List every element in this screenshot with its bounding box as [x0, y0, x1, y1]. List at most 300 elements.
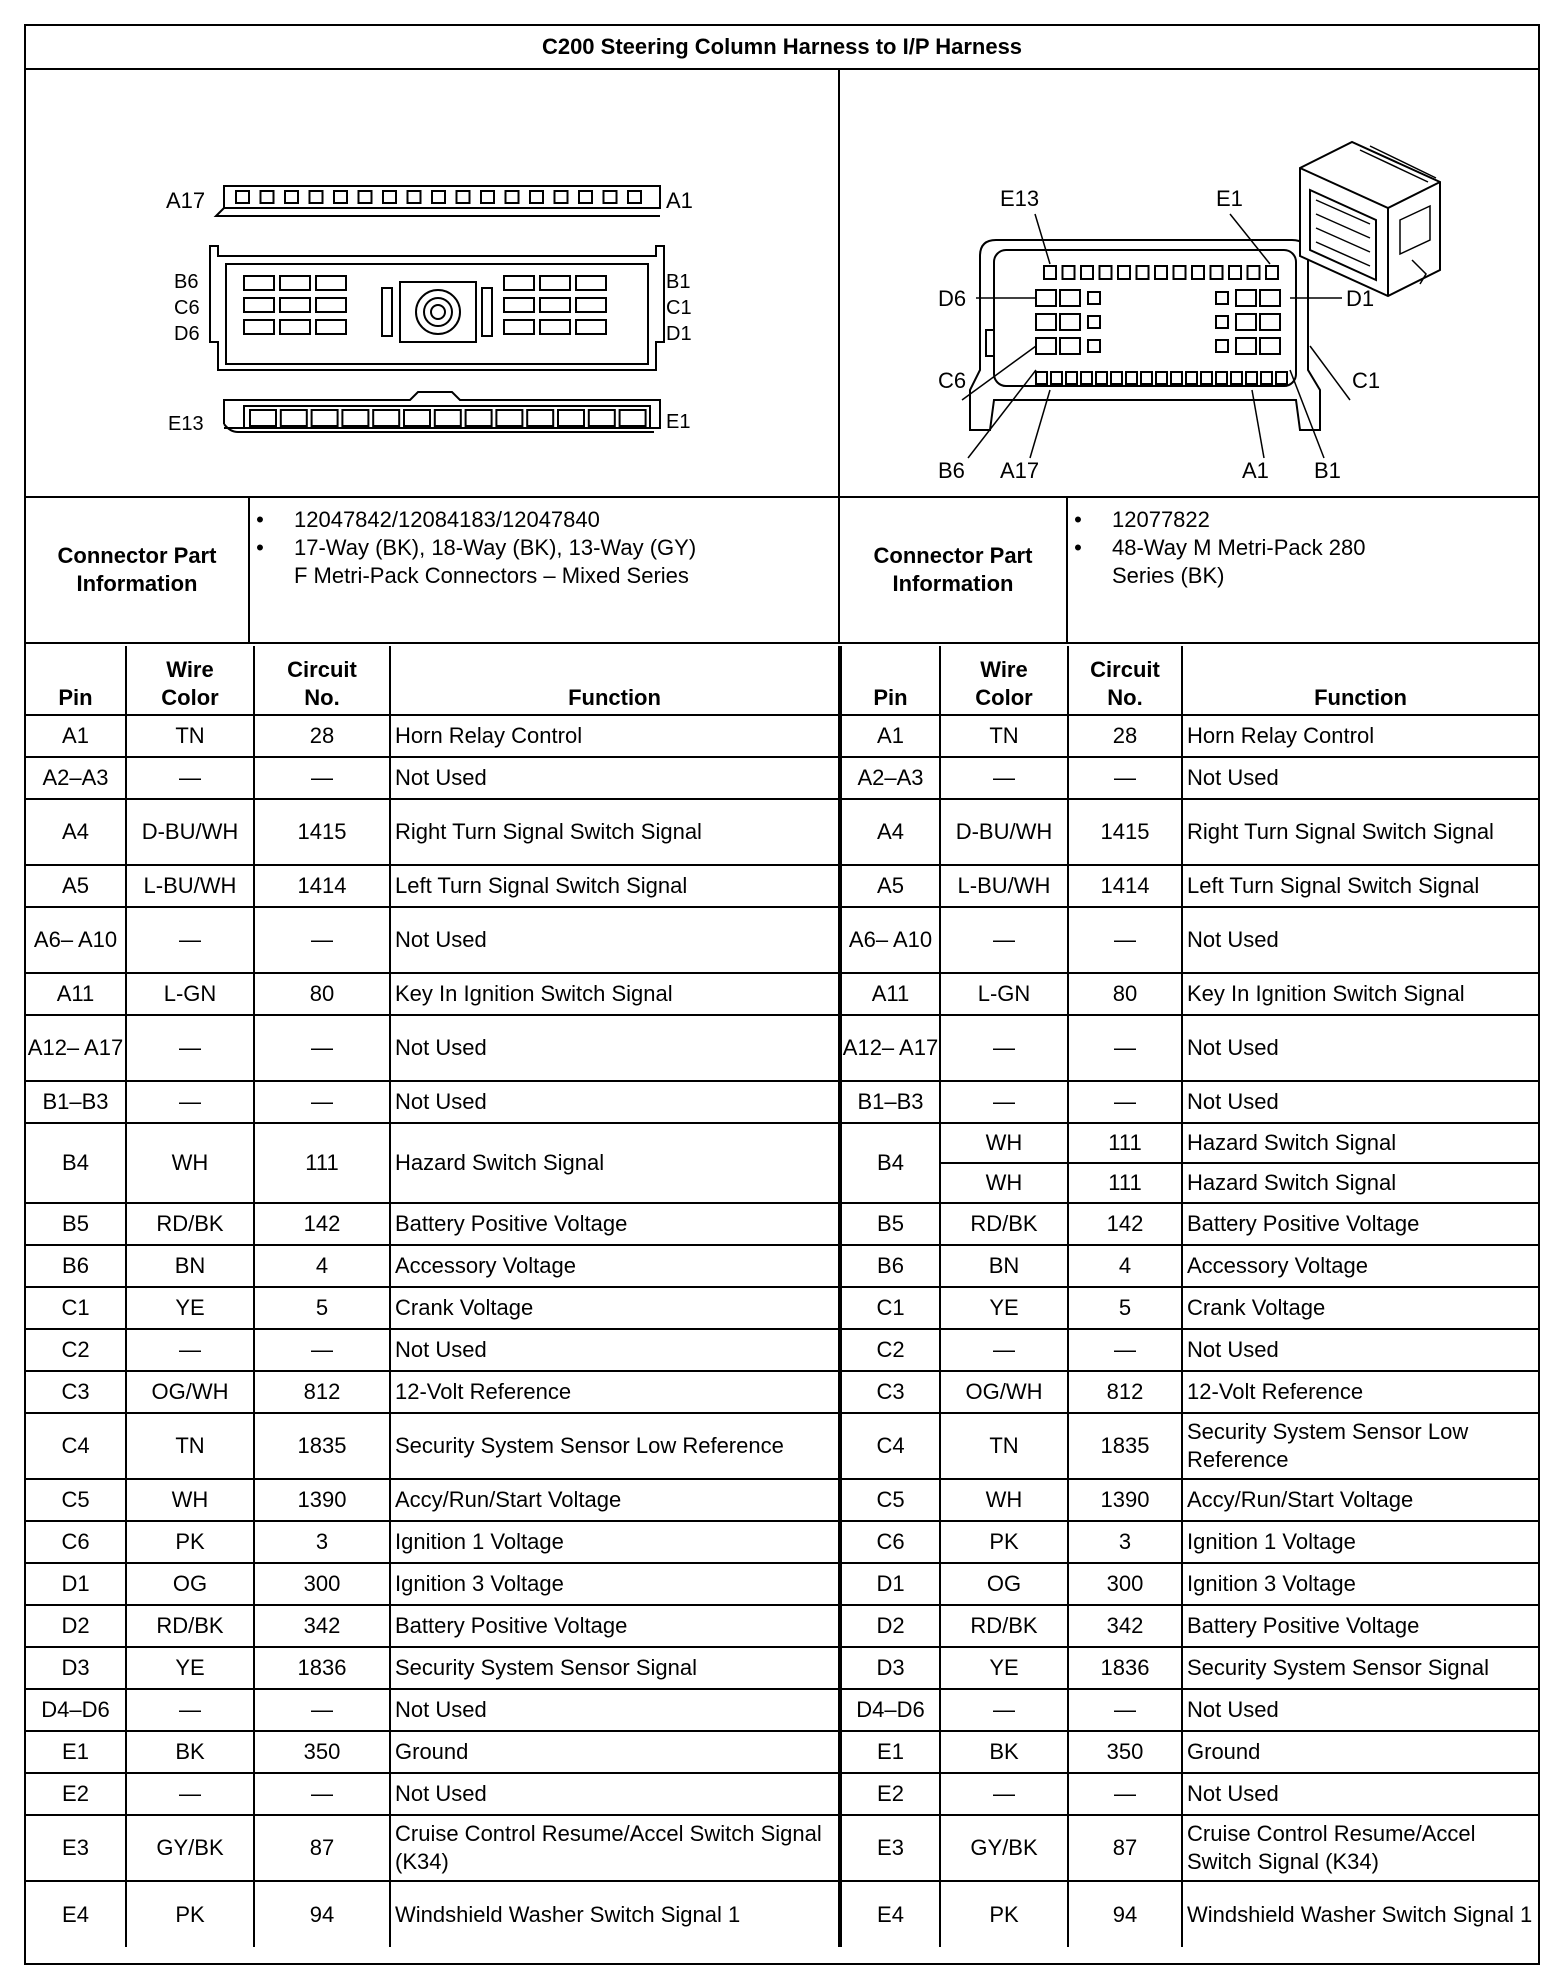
right-pin-cell: A12– A17 — [840, 1015, 940, 1081]
left-pin-cell: D4–D6 — [26, 1689, 126, 1731]
left-circuit-cell: 28 — [254, 715, 390, 757]
right-circuit-cell: 142 — [1068, 1203, 1182, 1245]
right-info-description: • 48-Way M Metri-Pack 280 Series (BK) — [1112, 534, 1538, 590]
connector-diagrams — [26, 70, 1538, 498]
terminal-cavity — [555, 191, 568, 203]
right-info-list — [1068, 498, 1538, 642]
right-pin-cell: D2 — [840, 1605, 940, 1647]
left-function-cell: Ground — [390, 1731, 840, 1773]
terminal-cavity — [1229, 266, 1241, 279]
terminal-cavity — [1211, 266, 1223, 279]
right-function-cell: Ground — [1182, 1731, 1538, 1773]
left-wire-cell: PK — [126, 1521, 254, 1563]
right-wire-cell: L-GN — [940, 973, 1068, 1015]
right-function-cell: Not Used — [1182, 1773, 1538, 1815]
right-function-cell: 12-Volt Reference — [1182, 1371, 1538, 1413]
header-function: Function — [1182, 646, 1538, 715]
left-connector-diagram — [26, 70, 840, 496]
left-circuit-cell: 1836 — [254, 1647, 390, 1689]
left-pin-cell: C6 — [26, 1521, 126, 1563]
terminal-cavity — [1174, 266, 1186, 279]
left-wire-cell: — — [126, 1329, 254, 1371]
right-circuit-cell: 350 — [1068, 1731, 1182, 1773]
left-function-cell: Not Used — [390, 1329, 840, 1371]
right-circuit-cell: 1414 — [1068, 865, 1182, 907]
terminal-cavity — [527, 410, 553, 426]
left-circuit-cell: — — [254, 1015, 390, 1081]
right-pin-cell: C2 — [840, 1329, 940, 1371]
right-label-e1: E1 — [1216, 186, 1243, 211]
terminal-cavity — [435, 410, 461, 426]
left-pin-cell: A12– A17 — [26, 1015, 126, 1081]
right-circuit-cell: — — [1068, 1329, 1182, 1371]
right-pin-cell: C3 — [840, 1371, 940, 1413]
left-pin-cell: A2–A3 — [26, 757, 126, 799]
right-circuit-cell: 28 — [1068, 715, 1182, 757]
terminal-cavity — [1266, 266, 1278, 279]
right-circuit-cell: 111 — [1068, 1123, 1182, 1163]
right-wire-cell: OG/WH — [940, 1371, 1068, 1413]
table-row — [26, 715, 1538, 757]
right-function-cell: Not Used — [1182, 757, 1538, 799]
header-pin: Pin — [840, 646, 940, 715]
left-function-cell: Not Used — [390, 1081, 840, 1123]
right-pin-cell: A4 — [840, 799, 940, 865]
terminal-cavity — [312, 410, 338, 426]
left-circuit-cell: — — [254, 1689, 390, 1731]
terminal-cavity — [576, 276, 606, 290]
right-circuit-cell: 1836 — [1068, 1647, 1182, 1689]
terminal-cavity — [236, 191, 249, 203]
left-pin-cell: E4 — [26, 1881, 126, 1947]
table-row — [26, 1563, 1538, 1605]
terminal-cavity — [1248, 266, 1260, 279]
terminal-cavity — [1036, 372, 1047, 384]
terminal-cavity — [280, 276, 310, 290]
right-function-cell: Security System Sensor Low Reference — [1182, 1413, 1538, 1479]
left-circuit-cell: 300 — [254, 1563, 390, 1605]
table-row — [26, 1081, 1538, 1123]
right-circuit-cell: — — [1068, 1689, 1182, 1731]
right-pin-cell: D4–D6 — [840, 1689, 940, 1731]
left-pin-cell: A5 — [26, 865, 126, 907]
right-function-cell: Cruise Control Resume/Accel Switch Signal (K34) — [1182, 1815, 1538, 1881]
terminal-cavity — [432, 191, 445, 203]
terminal-cavity — [496, 410, 522, 426]
terminal-cavity — [540, 320, 570, 334]
terminal-cavity — [1060, 338, 1080, 354]
left-pin-cell: D3 — [26, 1647, 126, 1689]
right-info-label: Connector Part Information — [840, 498, 1068, 642]
terminal-cavity — [1216, 340, 1228, 352]
left-wire-cell: WH — [126, 1123, 254, 1203]
right-circuit-cell: 300 — [1068, 1563, 1182, 1605]
right-function-cell: Not Used — [1182, 1015, 1538, 1081]
left-pin-cell: B5 — [26, 1203, 126, 1245]
left-wire-cell: BK — [126, 1731, 254, 1773]
terminal-cavity — [1081, 372, 1092, 384]
right-wire-cell: TN — [940, 1413, 1068, 1479]
left-circuit-cell: 342 — [254, 1605, 390, 1647]
right-wire-cell: TN — [940, 715, 1068, 757]
right-pin-cell: A1 — [840, 715, 940, 757]
right-function-cell: Ignition 3 Voltage — [1182, 1563, 1538, 1605]
terminal-cavity — [244, 320, 274, 334]
right-pin-cell: C5 — [840, 1479, 940, 1521]
right-pin-cell: C1 — [840, 1287, 940, 1329]
terminal-cavity — [540, 276, 570, 290]
left-info-part-numbers: • 12047842/12084183/12047840 — [294, 506, 838, 534]
terminal-cavity — [1111, 372, 1122, 384]
terminal-cavity — [506, 191, 519, 203]
table-row — [26, 1479, 1538, 1521]
terminal-cavity — [504, 298, 534, 312]
terminal-cavity — [576, 320, 606, 334]
left-wire-cell: TN — [126, 715, 254, 757]
terminal-cavity — [1044, 266, 1056, 279]
left-function-cell: Right Turn Signal Switch Signal — [390, 799, 840, 865]
right-pin-cell: E4 — [840, 1881, 940, 1947]
terminal-cavity — [316, 276, 346, 290]
terminal-cavity — [1155, 266, 1167, 279]
left-function-cell: Windshield Washer Switch Signal 1 — [390, 1881, 840, 1947]
table-row — [26, 1773, 1538, 1815]
left-pin-cell: E2 — [26, 1773, 126, 1815]
left-function-cell: Cruise Control Resume/Accel Switch Signal (K34) — [390, 1815, 840, 1881]
left-circuit-cell: 80 — [254, 973, 390, 1015]
right-wire-cell: — — [940, 1081, 1068, 1123]
left-circuit-cell: — — [254, 1329, 390, 1371]
right-wire-cell: D-BU/WH — [940, 799, 1068, 865]
right-wire-cell: OG — [940, 1563, 1068, 1605]
right-function-cell: Windshield Washer Switch Signal 1 — [1182, 1881, 1538, 1947]
left-info-label: Connector Part Information — [26, 498, 250, 642]
left-function-cell: Crank Voltage — [390, 1287, 840, 1329]
right-pin-cell: B6 — [840, 1245, 940, 1287]
right-wire-cell: — — [940, 1773, 1068, 1815]
left-function-cell: Battery Positive Voltage — [390, 1605, 840, 1647]
left-wire-cell: YE — [126, 1287, 254, 1329]
terminal-cavity — [540, 298, 570, 312]
left-wire-cell: — — [126, 907, 254, 973]
terminal-cavity — [1036, 338, 1056, 354]
terminal-cavity — [1186, 372, 1197, 384]
left-function-cell: Accy/Run/Start Voltage — [390, 1479, 840, 1521]
table-row — [26, 1123, 1538, 1163]
terminal-cavity — [285, 191, 298, 203]
left-wire-cell: — — [126, 757, 254, 799]
table-row — [26, 1647, 1538, 1689]
left-circuit-cell: 350 — [254, 1731, 390, 1773]
terminal-cavity — [504, 320, 534, 334]
terminal-cavity — [457, 191, 470, 203]
left-wire-cell: GY/BK — [126, 1815, 254, 1881]
right-function-cell: Security System Sensor Signal — [1182, 1647, 1538, 1689]
left-wire-cell: WH — [126, 1479, 254, 1521]
table-row — [26, 1731, 1538, 1773]
left-circuit-cell: 87 — [254, 1815, 390, 1881]
right-label-d6: D6 — [938, 286, 967, 311]
terminal-cavity — [316, 298, 346, 312]
left-pin-cell: E1 — [26, 1731, 126, 1773]
left-function-cell: Not Used — [390, 757, 840, 799]
terminal-cavity — [1201, 372, 1212, 384]
left-circuit-cell: 5 — [254, 1287, 390, 1329]
left-circuit-cell: — — [254, 1081, 390, 1123]
terminal-cavity — [316, 320, 346, 334]
left-function-cell: Key In Ignition Switch Signal — [390, 973, 840, 1015]
left-wire-cell: L-BU/WH — [126, 865, 254, 907]
header-pin: Pin — [26, 646, 126, 715]
left-pin-cell: C5 — [26, 1479, 126, 1521]
terminal-cavity — [1246, 372, 1257, 384]
table-row — [26, 1329, 1538, 1371]
right-function-cell: Right Turn Signal Switch Signal — [1182, 799, 1538, 865]
right-pin-cell: E2 — [840, 1773, 940, 1815]
right-pin-cell: B1–B3 — [840, 1081, 940, 1123]
terminal-cavity — [1088, 316, 1100, 328]
terminal-cavity — [1126, 372, 1137, 384]
right-pin-cell: A6– A10 — [840, 907, 940, 973]
right-function-cell: Accessory Voltage — [1182, 1245, 1538, 1287]
terminal-cavity — [1088, 340, 1100, 352]
right-info-part-number: • 12077822 — [1112, 506, 1538, 534]
left-pin-cell: C3 — [26, 1371, 126, 1413]
left-info-description: • 17-Way (BK), 18-Way (BK), 13-Way (GY) F Metri-Pack Connectors – Mixed Series — [294, 534, 838, 590]
left-function-cell: Not Used — [390, 1689, 840, 1731]
right-circuit-cell: 1835 — [1068, 1413, 1182, 1479]
right-circuit-cell: 1415 — [1068, 799, 1182, 865]
right-wire-cell: YE — [940, 1287, 1068, 1329]
connector-document — [24, 24, 1540, 1965]
left-function-cell: Security System Sensor Signal — [390, 1647, 840, 1689]
terminal-cavity — [1156, 372, 1167, 384]
left-circuit-cell: 4 — [254, 1245, 390, 1287]
right-pin-cell: D3 — [840, 1647, 940, 1689]
terminal-cavity — [620, 410, 646, 426]
left-function-cell: Left Turn Signal Switch Signal — [390, 865, 840, 907]
48-way-connector-face — [970, 240, 1320, 430]
right-circuit-cell: 111 — [1068, 1163, 1182, 1203]
terminal-cavity — [342, 410, 368, 426]
table-row — [26, 799, 1538, 865]
right-connector-diagram — [840, 70, 1538, 496]
right-circuit-cell: — — [1068, 1015, 1182, 1081]
left-function-cell: Hazard Switch Signal — [390, 1123, 840, 1203]
right-function-cell: Key In Ignition Switch Signal — [1182, 973, 1538, 1015]
terminal-cavity — [1081, 266, 1093, 279]
left-pin-cell: D1 — [26, 1563, 126, 1605]
right-wire-cell: BK — [940, 1731, 1068, 1773]
terminal-cavity — [261, 191, 274, 203]
right-wire-cell: — — [940, 907, 1068, 973]
left-wire-cell: RD/BK — [126, 1203, 254, 1245]
right-wire-cell: — — [940, 1329, 1068, 1371]
left-pin-cell: B6 — [26, 1245, 126, 1287]
terminal-cavity — [280, 320, 310, 334]
left-circuit-cell: 812 — [254, 1371, 390, 1413]
right-circuit-cell: — — [1068, 1773, 1182, 1815]
table-row — [26, 757, 1538, 799]
left-label-a17: A17 — [166, 188, 206, 213]
a-row-connector — [216, 186, 660, 216]
left-wire-cell: — — [126, 1773, 254, 1815]
table-row — [26, 973, 1538, 1015]
terminal-cavity — [1060, 314, 1080, 330]
terminal-cavity — [1137, 266, 1149, 279]
terminal-cavity — [1063, 266, 1075, 279]
terminal-cavity — [359, 191, 372, 203]
left-function-cell: Battery Positive Voltage — [390, 1203, 840, 1245]
terminal-cavity — [1216, 316, 1228, 328]
terminal-cavity — [1260, 290, 1280, 306]
left-circuit-cell: 111 — [254, 1123, 390, 1203]
left-circuit-cell: 1414 — [254, 865, 390, 907]
right-function-cell: Ignition 1 Voltage — [1182, 1521, 1538, 1563]
right-pin-cell: C6 — [840, 1521, 940, 1563]
left-circuit-cell: 94 — [254, 1881, 390, 1947]
terminal-cavity — [404, 410, 430, 426]
left-wire-cell: D-BU/WH — [126, 799, 254, 865]
terminal-cavity — [1216, 292, 1228, 304]
table-row — [26, 1287, 1538, 1329]
left-function-cell: Not Used — [390, 1773, 840, 1815]
left-wire-cell: L-GN — [126, 973, 254, 1015]
terminal-cavity — [408, 191, 421, 203]
left-circuit-cell: — — [254, 907, 390, 973]
terminal-cavity — [1231, 372, 1242, 384]
table-row — [26, 1413, 1538, 1479]
right-wire-cell: — — [940, 757, 1068, 799]
right-wire-cell: YE — [940, 1647, 1068, 1689]
right-function-cell: Not Used — [1182, 907, 1538, 973]
right-function-cell: Battery Positive Voltage — [1182, 1605, 1538, 1647]
right-function-cell: Battery Positive Voltage — [1182, 1203, 1538, 1245]
left-function-cell: Not Used — [390, 1015, 840, 1081]
table-row — [26, 1605, 1538, 1647]
table-row — [26, 865, 1538, 907]
right-circuit-cell: 5 — [1068, 1287, 1182, 1329]
left-function-cell: Security System Sensor Low Reference — [390, 1413, 840, 1479]
terminal-cavity — [1118, 266, 1130, 279]
terminal-cavity — [1088, 292, 1100, 304]
right-connector-drawing — [840, 70, 1538, 496]
left-circuit-cell: 1415 — [254, 799, 390, 865]
left-label-c1: C1 — [666, 297, 692, 319]
right-wire-cell: PK — [940, 1881, 1068, 1947]
left-pin-cell: E3 — [26, 1815, 126, 1881]
page-title: C200 Steering Column Harness to I/P Harness — [26, 26, 1538, 70]
terminal-cavity — [530, 191, 543, 203]
left-pin-cell: A11 — [26, 973, 126, 1015]
right-circuit-cell: — — [1068, 907, 1182, 973]
terminal-cavity — [1236, 290, 1256, 306]
left-wire-cell: PK — [126, 1881, 254, 1947]
right-wire-cell: PK — [940, 1521, 1068, 1563]
left-function-cell: Ignition 1 Voltage — [390, 1521, 840, 1563]
right-circuit-cell: — — [1068, 1081, 1182, 1123]
header-circuit-no: Circuit No. — [254, 646, 390, 715]
right-function-cell: Horn Relay Control — [1182, 715, 1538, 757]
right-function-cell: Not Used — [1182, 1689, 1538, 1731]
table-row — [26, 1245, 1538, 1287]
terminal-cavity — [504, 276, 534, 290]
right-pin-cell: A2–A3 — [840, 757, 940, 799]
terminal-cavity — [628, 191, 641, 203]
right-pin-cell: E1 — [840, 1731, 940, 1773]
header-function: Function — [390, 646, 840, 715]
header-circuit-no: Circuit No. — [1068, 646, 1182, 715]
right-wire-cell: GY/BK — [940, 1815, 1068, 1881]
left-circuit-cell: 1390 — [254, 1479, 390, 1521]
right-pin-cell: B4 — [840, 1123, 940, 1203]
right-function-cell: Hazard Switch Signal — [1182, 1123, 1538, 1163]
left-label-e13: E13 — [168, 413, 204, 435]
table-row — [26, 1881, 1538, 1947]
left-pin-cell: C2 — [26, 1329, 126, 1371]
right-wire-cell: WH — [940, 1479, 1068, 1521]
right-pin-cell: D1 — [840, 1563, 940, 1605]
left-function-cell: 12-Volt Reference — [390, 1371, 840, 1413]
terminal-cavity — [589, 410, 615, 426]
terminal-cavity — [1236, 338, 1256, 354]
left-function-cell: Not Used — [390, 907, 840, 973]
right-circuit-cell: 94 — [1068, 1881, 1182, 1947]
left-pin-cell: B1–B3 — [26, 1081, 126, 1123]
right-circuit-cell: 4 — [1068, 1245, 1182, 1287]
table-row — [26, 1371, 1538, 1413]
connector-3d-view-icon — [1300, 142, 1440, 296]
terminal-cavity — [1036, 290, 1056, 306]
terminal-cavity — [1216, 372, 1227, 384]
terminal-cavity — [1260, 338, 1280, 354]
table-row — [26, 907, 1538, 973]
terminal-cavity — [604, 191, 617, 203]
terminal-cavity — [1236, 314, 1256, 330]
right-label-a17: A17 — [1000, 458, 1040, 483]
right-function-cell: Hazard Switch Signal — [1182, 1163, 1538, 1203]
right-label-d1: D1 — [1346, 286, 1375, 311]
terminal-cavity — [1096, 372, 1107, 384]
right-wire-cell: — — [940, 1015, 1068, 1081]
header-wire-color: Wire Color — [126, 646, 254, 715]
terminal-cavity — [1171, 372, 1182, 384]
left-wire-cell: OG/WH — [126, 1371, 254, 1413]
left-pin-cell: A4 — [26, 799, 126, 865]
connector-part-information — [26, 498, 1538, 644]
terminal-cavity — [1036, 314, 1056, 330]
terminal-cavity — [579, 191, 592, 203]
right-wire-cell: — — [940, 1689, 1068, 1731]
terminal-cavity — [1141, 372, 1152, 384]
table-row — [26, 1015, 1538, 1081]
right-label-b1: B1 — [1314, 458, 1341, 483]
left-info-list — [250, 498, 840, 642]
terminal-cavity — [1260, 314, 1280, 330]
right-pin-cell: E3 — [840, 1815, 940, 1881]
terminal-cavity — [481, 191, 494, 203]
left-connector-drawing — [26, 70, 838, 496]
right-function-cell: Crank Voltage — [1182, 1287, 1538, 1329]
left-circuit-cell: 1835 — [254, 1413, 390, 1479]
terminal-cavity — [244, 298, 274, 312]
terminal-cavity — [250, 410, 276, 426]
terminal-cavity — [244, 276, 274, 290]
right-pin-cell: C4 — [840, 1413, 940, 1479]
right-circuit-cell: — — [1068, 757, 1182, 799]
terminal-cavity — [1051, 372, 1062, 384]
terminal-cavity — [576, 298, 606, 312]
